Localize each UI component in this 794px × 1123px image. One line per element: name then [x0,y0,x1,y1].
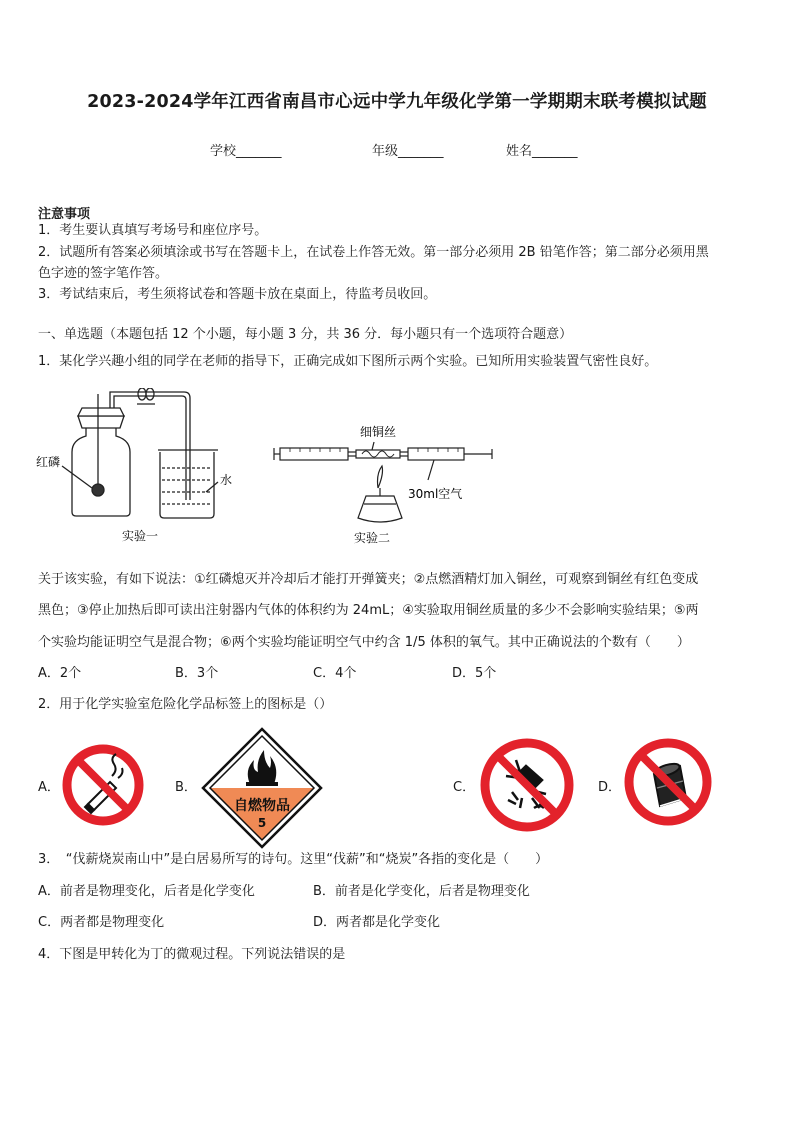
no-explosives-icon [622,736,714,828]
q4-stem: 4．下图是甲转化为丁的微观过程。下列说法错误的是 [38,947,346,962]
notice-item-1: 1．考生要认真填写考场号和座位序号。 [38,223,268,238]
q1-text-line3: 个实验均能证明空气是混合物；⑥两个实验均能证明空气中约含 1/5 体积的氧气。其中正确说法的个数有（ ） [38,635,690,650]
caption-experiment2: 实验二 [354,531,391,545]
q1-text-line1: 关于该实验，有如下说法：①红磷熄灭并冷却后才能打开弹簧夹；②点燃酒精灯加入铜丝，可观察到铜丝有红色变成 [38,572,699,587]
label-red-phosphorus: 红磷 [36,455,61,469]
notice-item-3: 3．考试结束后，考生须将试卷和答题卡放在桌面上，待监考员收回。 [38,287,437,302]
name-field: 姓名_______ [506,144,578,159]
grade-field: 年级_______ [372,144,444,159]
label-copper-wire: 细铜丝 [360,425,397,439]
sign-b-text: 自燃物品 [234,798,290,814]
q1-option-b: B．3个 [175,666,219,681]
notice-item-2: 2．试题所有答案必须填涂或书写在答题卡上，在试卷上作答无效。第一部分必须用 2B 铅笔作答；第二部分必须用黑 [38,245,709,260]
experiment1-figure [34,388,234,546]
page-title: 2023-2024学年江西省南昌市心远中学九年级化学第一学期期末联考模拟试题 [87,92,707,112]
q3-option-c: C．两者都是物理变化 [38,915,165,930]
q1-option-c: C．4个 [313,666,357,681]
no-smoking-icon [60,742,146,828]
q2-label-b: B． [175,780,197,795]
q1-stem: 1．某化学兴趣小组的同学在老师的指导下，正确完成如下图所示两个实验。已知所用实验装置气密性良好。 [38,354,658,369]
spontaneous-combustion-sign [200,726,324,850]
sign-b-number: 5 [257,816,267,830]
q2-label-a: A． [38,780,60,795]
q1-option-d: D．5个 [452,666,497,681]
q3-option-d: D．两者都是化学变化 [313,915,441,930]
caption-experiment1: 实验一 [122,529,159,543]
q2-label-c: C． [453,780,476,795]
notice-heading: 注意事项 [38,207,91,222]
section-heading: 一、单选题（本题包括 12 个小题，每小题 3 分，共 36 分．每小题只有一个选项符合题意） [38,327,573,342]
experiment2-figure [272,418,504,548]
q1-option-a: A．2个 [38,666,82,681]
q1-text-line2: 黑色；③停止加热后即可读出注射器内气体的体积约为 24mL；④实验取用铜丝质量的多少不会影响实验结果；⑤两 [38,603,699,618]
q3-stem: 3． “伐薪烧炭南山中”是白居易所写的诗句。这里“伐薪”和“烧炭”各指的变化是（ ） [38,852,549,867]
q2-label-d: D． [598,780,622,795]
notice-item-2-cont: 色字迹的签字笔作答。 [38,266,169,281]
no-fireworks-icon [476,736,578,834]
q3-option-a: A．前者是物理变化，后者是化学变化 [38,884,255,899]
q3-option-b: B．前者是化学变化，后者是物理变化 [313,884,530,899]
label-30ml-air: 30ml空气 [408,487,463,501]
school-field: 学校_______ [210,144,282,159]
q2-stem: 2．用于化学实验室危险化学品标签上的图标是（） [38,697,333,712]
label-water: 水 [220,473,233,487]
